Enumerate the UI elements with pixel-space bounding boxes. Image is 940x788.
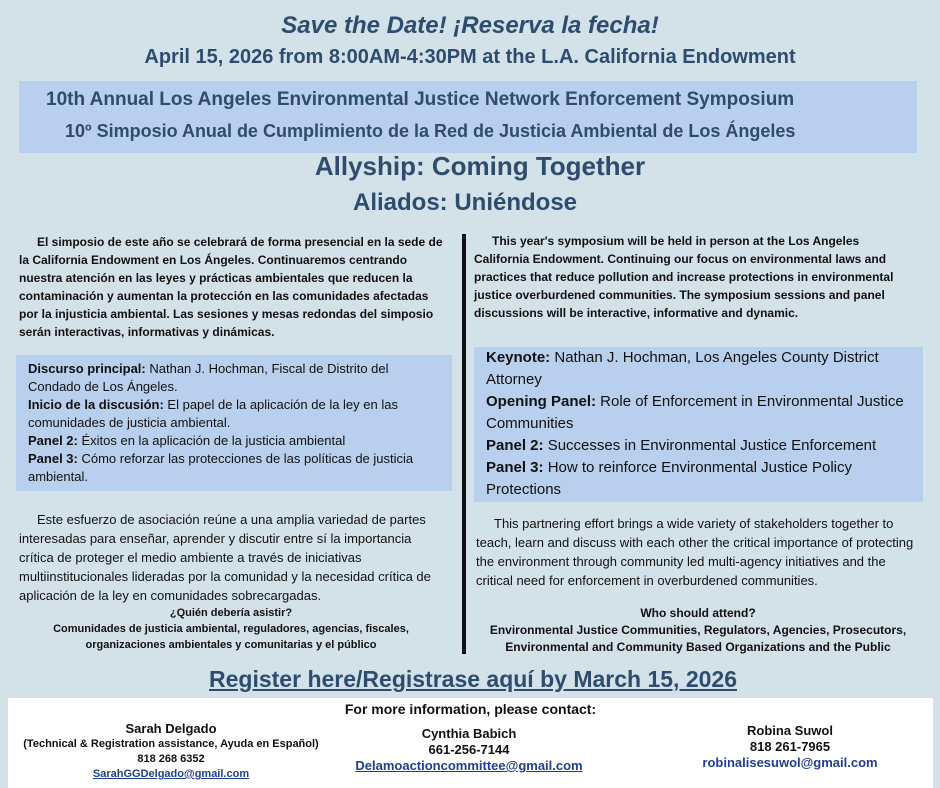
attend-answer: Environmental Justice Communities, Regulators, Agencies, Prosecutors, Environmental and Community Based Organizations and the Public <box>489 623 907 654</box>
intro-english <box>474 232 914 322</box>
contact-cynthia-babich <box>338 726 600 774</box>
save-the-date-heading: Save the Date! ¡Reserva la fecha! <box>281 12 659 39</box>
contact-name: Cynthia Babich <box>421 726 517 741</box>
program-box-english <box>474 347 923 502</box>
contact-email-link[interactable]: SarahGGDelgado@gmail.com <box>92 768 250 780</box>
program-label: Opening Panel: <box>486 393 597 410</box>
program-item <box>28 450 438 486</box>
program-label: Keynote: <box>486 349 551 366</box>
program-item <box>486 457 916 501</box>
program-list-english <box>486 347 916 501</box>
contact-name: Sarah Delgado <box>125 721 217 736</box>
program-text: Successes in Environmental Justice Enforcement <box>543 437 877 454</box>
attend-question: Who should attend? <box>640 606 756 620</box>
who-should-attend-english <box>470 605 926 656</box>
program-item <box>486 435 916 457</box>
program-label: Panel 2: <box>28 433 78 448</box>
program-text: How to reinforce Environmental Justice Policy Protections <box>486 459 852 498</box>
column-divider <box>462 234 466 654</box>
program-list-spanish <box>28 360 438 486</box>
contact-phone: 818 268 6352 <box>137 753 205 765</box>
program-text: Cómo reforzar las protecciones de las políticas de justicia ambiental. <box>28 451 414 484</box>
program-text: El papel de la aplicación de la ley en las comunidades de justicia ambiental. <box>28 397 398 430</box>
program-item <box>28 360 438 396</box>
program-label: Panel 3: <box>486 459 544 476</box>
theme-english: Allyship: Coming Together <box>314 151 646 181</box>
who-should-attend-spanish <box>22 605 440 653</box>
contact-email-link[interactable]: Delamoactioncommittee@gmail.com <box>355 758 583 773</box>
partnership-spanish-text: Este esfuerzo de asociación reúne a una amplia variedad de partes interesadas para enseñar, aprender y discutir entre sí la importancia crítica de proteger el medio ambiente a través de iniciativas multiinstitucionales lideradas por la comunidad y la necesidad crítica de aplicación de la ley en comunidades sobrecargadas. <box>19 512 431 603</box>
attend-answer: Comunidades de justicia ambiental, reguladores, agencias, fiscales, organizaciones ambientales y comunitarias y el público <box>53 623 409 651</box>
program-text: Nathan J. Hochman, Los Angeles County District Attorney <box>486 349 879 388</box>
program-item <box>486 347 916 391</box>
symposium-title-banner <box>19 81 917 153</box>
contact-phone: 661-256-7144 <box>428 742 510 757</box>
contact-panel <box>8 698 933 788</box>
contact-phone: 818 261-7965 <box>749 739 831 754</box>
program-label: Panel 3: <box>28 451 78 466</box>
attend-question: ¿Quién debería asistir? <box>169 607 293 619</box>
partnership-english <box>476 514 916 590</box>
program-text: Nathan J. Hochman, Fiscal de Distrito del Condado de Los Ángeles. <box>28 361 389 394</box>
contact-heading: For more information, please contact: <box>344 701 597 717</box>
intro-spanish-text: El simposio de este año se celebrará de forma presencial en la sede de la California Endowment en Los Ángeles. Continuaremos centrando nuestra atención en las leyes y prácticas ambientales que reducen la contaminación y aumentan la protección en las comunidades afectadas por la injusticia ambiental. Las sesiones y mesas redondas del simposio serán interactivas, informativas y dinámicas. <box>19 235 443 339</box>
partnership-english-text: This partnering effort brings a wide variety of stakeholders together to teach, learn and discuss with each other the critical importance of protecting the environment through community led multi-agency initiatives and the critical need for enforcement in overburdened communities. <box>476 516 914 588</box>
intro-spanish <box>19 233 447 341</box>
program-label: Inicio de la discusión: <box>28 397 164 412</box>
partnership-spanish <box>19 510 449 605</box>
contact-note: (Technical & Registration assistance, Ayuda en Español) <box>23 738 319 750</box>
program-item <box>28 432 438 450</box>
program-item <box>486 391 916 435</box>
contact-email-link[interactable]: robinalisesuwol@gmail.com <box>702 755 878 770</box>
title-english: 10th Annual Los Angeles Environmental Justice Network Enforcement Symposium <box>46 89 795 110</box>
theme-spanish: Aliados: Uniéndose <box>352 189 578 216</box>
contact-sarah-delgado <box>18 721 324 782</box>
intro-english-text: This year's symposium will be held in person at the Los Angeles California Endowment. Continuing our focus on environmental laws and practices that reduce pollution and increase protections in environmental justice overburdened communities. The symposium sessions and panel discussions will be interactive, informative and dynamic. <box>474 234 894 320</box>
register-link[interactable]: Register here/Registrase aquí by March 15, 2026 <box>209 666 737 692</box>
program-label: Panel 2: <box>486 437 544 454</box>
contact-name: Robina Suwol <box>747 723 833 738</box>
program-text: Role of Enforcement in Environmental Justice Communities <box>486 393 904 432</box>
program-box-spanish <box>16 355 452 491</box>
program-text: Éxitos en la aplicación de la justicia ambiental <box>77 433 346 448</box>
event-date-line: April 15, 2026 from 8:00AM-4:30PM at the L.A. California Endowment <box>144 46 796 68</box>
program-item <box>28 396 438 432</box>
program-label: Discurso principal: <box>28 361 146 376</box>
contact-robina-suwol <box>680 723 900 771</box>
title-spanish: 10º Simposio Anual de Cumplimiento de la Red de Justicia Ambiental de Los Ángeles <box>65 121 796 141</box>
